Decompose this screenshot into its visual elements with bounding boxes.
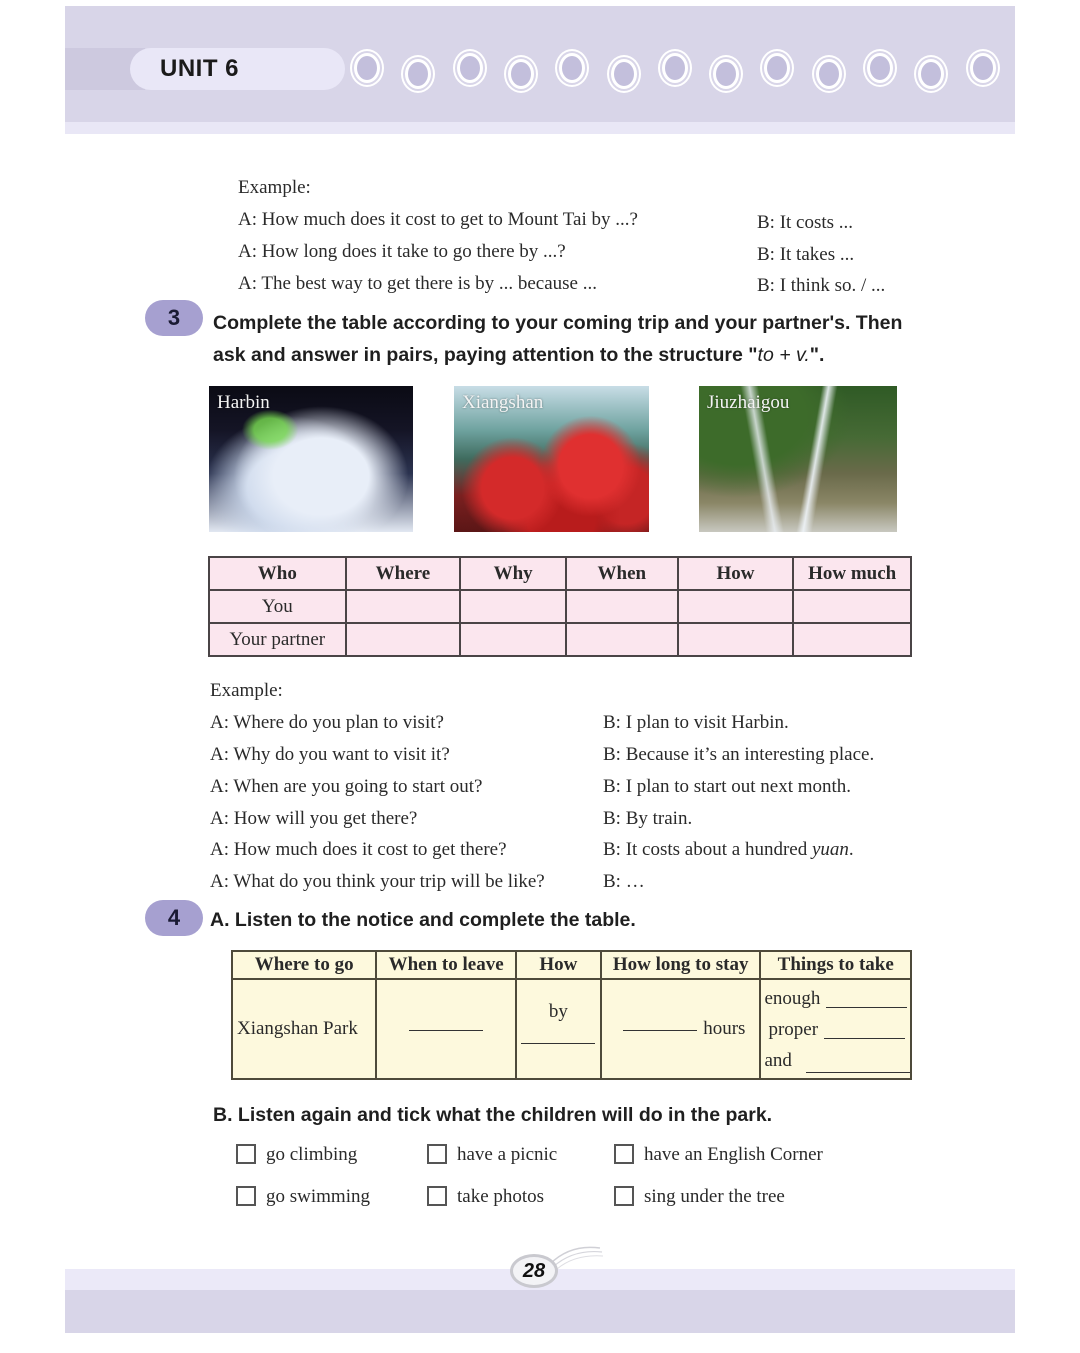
example-line-b: B: It takes ... xyxy=(757,244,855,265)
red-leaves-photo xyxy=(454,386,649,532)
example-line-a: A: How long does it take to go there by ...? xyxy=(238,241,566,262)
answer-blank[interactable] xyxy=(409,1029,483,1031)
option-have-an-english-corner[interactable] xyxy=(614,1144,823,1164)
example-italic: yuan xyxy=(811,839,849,860)
table-header: Where xyxy=(346,557,461,590)
exercise-number: 4 xyxy=(167,905,181,930)
option-label: sing under the tree xyxy=(644,1185,785,1207)
option-label: have an English Corner xyxy=(644,1143,823,1165)
table-header: When to leave xyxy=(376,951,516,979)
example-line-a: A: How will you get there? xyxy=(210,808,418,829)
example-text: B: It costs about a hundred xyxy=(603,839,812,860)
table-cell-who: You xyxy=(209,590,346,623)
example-label: Example: xyxy=(238,177,311,198)
exercise-number-badge xyxy=(145,900,203,936)
table-cell-who: Your partner xyxy=(209,623,346,656)
table-header: How xyxy=(678,557,794,590)
ring-icon xyxy=(405,59,431,89)
checkbox[interactable] xyxy=(427,1144,447,1164)
ring-icon xyxy=(918,59,944,89)
table-cell-blank[interactable] xyxy=(460,590,566,623)
how-prefix: by xyxy=(548,1000,568,1022)
option-label: have a picnic xyxy=(457,1143,558,1165)
exercise-number: 3 xyxy=(167,305,181,330)
instruction-text: ask and answer in pairs, paying attention to the structure " xyxy=(213,344,758,366)
example-line-a: A: Where do you plan to visit? xyxy=(210,712,444,733)
footer-band xyxy=(65,1290,1015,1333)
instruction-italic: to + v. xyxy=(757,344,810,366)
example-line-b: B: By train. xyxy=(603,808,693,829)
option-label: go swimming xyxy=(266,1185,370,1207)
page-number-badge xyxy=(510,1254,558,1288)
ring-icon xyxy=(816,59,842,89)
thing-label: enough xyxy=(764,987,821,1009)
stay-suffix: hours xyxy=(703,1018,746,1039)
option-label: take photos xyxy=(457,1185,545,1207)
example-line-a: A: How much does it cost to get there? xyxy=(210,839,507,860)
example-line-a: A: What do you think your trip will be like? xyxy=(210,871,545,892)
example-label: Example: xyxy=(210,680,283,701)
ring-icon xyxy=(713,59,739,89)
unit-title: UNIT 6 xyxy=(160,55,240,82)
table-header: When xyxy=(566,557,678,590)
table-cell-blank[interactable] xyxy=(678,623,794,656)
example-text: . xyxy=(848,839,854,860)
photo-caption: Xiangshan xyxy=(462,392,544,413)
table-cell-things[interactable] xyxy=(760,979,911,1079)
table-cell-blank[interactable] xyxy=(460,623,566,656)
table-header: How much xyxy=(793,557,911,590)
checkbox[interactable] xyxy=(427,1186,447,1206)
example-line-a: A: When are you going to start out? xyxy=(210,776,483,797)
exercise-instruction-line2 xyxy=(213,344,824,367)
waterfall-photo xyxy=(699,386,897,532)
table-header: Where to go xyxy=(232,951,376,979)
table-cell-blank[interactable] xyxy=(566,590,678,623)
table-cell-how[interactable] xyxy=(516,979,601,1079)
ring-icon xyxy=(970,53,996,83)
example-line-b: B: I think so. / ... xyxy=(757,275,886,296)
answer-blank[interactable] xyxy=(826,1007,907,1008)
thing-label: proper xyxy=(768,1018,819,1040)
table-header: How xyxy=(516,951,601,979)
ring-icon xyxy=(867,53,893,83)
exercise-part-a-instruction: A. Listen to the notice and complete the table. xyxy=(210,909,636,931)
table-header: Things to take xyxy=(760,951,911,979)
ring-icon xyxy=(611,59,637,89)
exercise-part-b-instruction: B. Listen again and tick what the children will do in the park. xyxy=(213,1104,773,1126)
table-row xyxy=(209,590,911,623)
table-cell-where: Xiangshan Park xyxy=(232,979,376,1079)
answer-blank[interactable] xyxy=(824,1038,905,1039)
ring-icon xyxy=(764,53,790,83)
option-have-a-picnic[interactable] xyxy=(427,1144,557,1164)
unit-title-pill xyxy=(130,48,345,90)
table-header: Why xyxy=(460,557,566,590)
example-line-b: B: It costs ... xyxy=(757,212,854,233)
instruction-text: ". xyxy=(809,344,825,366)
header-band-strip xyxy=(65,122,1015,134)
table-header: How long to stay xyxy=(601,951,761,979)
ring-icon xyxy=(508,59,534,89)
ring-icon xyxy=(662,53,688,83)
ice-palace-photo xyxy=(209,386,413,532)
table-cell-stay[interactable] xyxy=(601,979,761,1079)
notice-table xyxy=(231,950,912,1080)
example-line-b xyxy=(603,840,854,859)
ring-icon xyxy=(559,53,585,83)
table-cell-when[interactable] xyxy=(376,979,516,1079)
table-cell-blank[interactable] xyxy=(678,590,794,623)
ring-icon xyxy=(457,53,483,83)
answer-blank[interactable] xyxy=(521,1043,595,1044)
table-cell-blank[interactable] xyxy=(346,623,461,656)
option-go-climbing[interactable] xyxy=(236,1144,357,1164)
photo-caption: Jiuzhaigou xyxy=(707,392,790,413)
table-cell-blank[interactable] xyxy=(793,623,911,656)
example-line-a: A: The best way to get there is by ... because ... xyxy=(238,273,597,294)
table-cell-blank[interactable] xyxy=(346,590,461,623)
example-line-b: B: … xyxy=(603,871,645,892)
table-header-row xyxy=(232,951,911,979)
checkbox[interactable] xyxy=(236,1186,256,1206)
trip-plan-table xyxy=(208,556,912,657)
answer-blank[interactable] xyxy=(806,1072,910,1073)
table-header: Who xyxy=(209,557,346,590)
checkbox[interactable] xyxy=(614,1186,634,1206)
option-sing-under-the-tree[interactable] xyxy=(614,1186,785,1206)
exercise-number-badge xyxy=(145,300,203,336)
example-line-b: B: I plan to start out next month. xyxy=(603,776,852,797)
ring-icon xyxy=(354,53,380,83)
table-cell-blank[interactable] xyxy=(566,623,678,656)
table-cell-blank[interactable] xyxy=(793,590,911,623)
thing-label: and xyxy=(764,1049,792,1071)
table-header-row xyxy=(209,557,911,590)
checkbox[interactable] xyxy=(236,1144,256,1164)
option-label: go climbing xyxy=(266,1143,358,1165)
example-line-a: A: Why do you want to visit it? xyxy=(210,744,450,765)
exercise-instruction: Complete the table according to your coming trip and your partner's. Then xyxy=(213,312,903,334)
option-go-swimming[interactable] xyxy=(236,1186,370,1206)
example-line-b: B: I plan to visit Harbin. xyxy=(603,712,789,733)
example-line-b: B: Because it’s an interesting place. xyxy=(603,744,875,765)
table-row xyxy=(232,979,911,1079)
option-take-photos[interactable] xyxy=(427,1186,544,1206)
answer-blank[interactable] xyxy=(623,1029,697,1031)
example-line-a: A: How much does it cost to get to Mount Tai by ...? xyxy=(238,209,638,230)
page-number: 28 xyxy=(522,1259,546,1282)
photo-caption: Harbin xyxy=(217,392,270,413)
checkbox[interactable] xyxy=(614,1144,634,1164)
decorative-rings xyxy=(348,46,1015,96)
table-row xyxy=(209,623,911,656)
